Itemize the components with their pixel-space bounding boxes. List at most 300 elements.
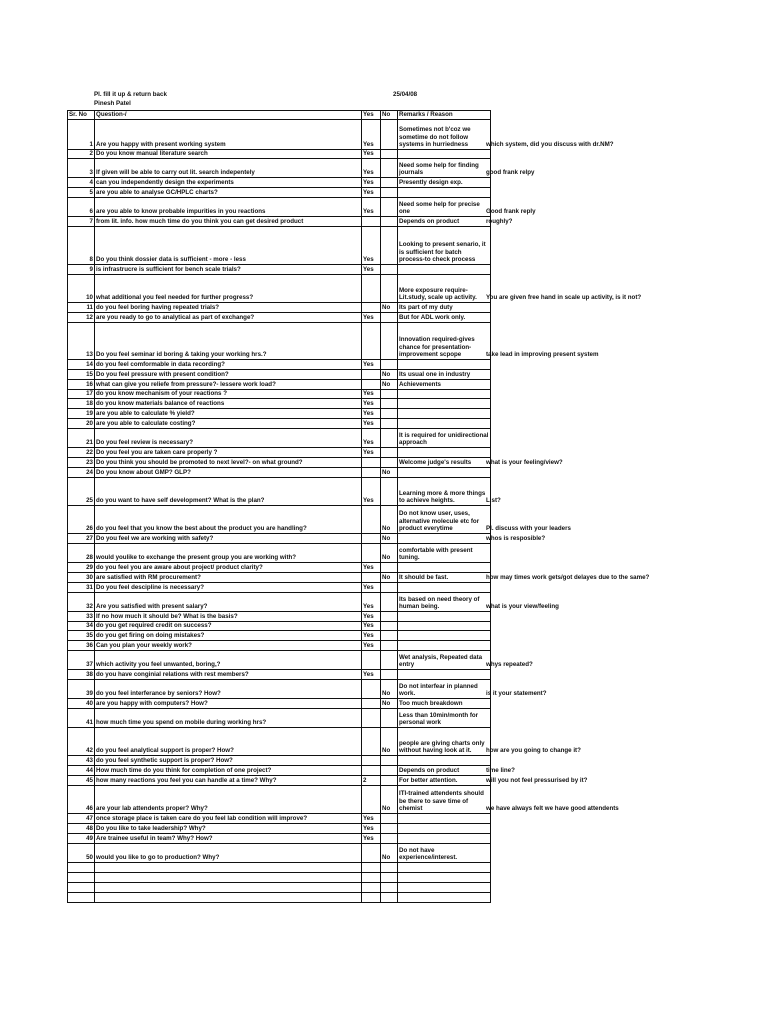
row-question: do you get firing on doing mistakes? xyxy=(95,631,362,641)
row-yes xyxy=(362,709,381,728)
row-yes xyxy=(362,323,381,360)
table-row xyxy=(68,159,491,178)
side-note: take lead in improving present system xyxy=(486,350,599,358)
table-row xyxy=(68,380,491,390)
row-remark xyxy=(398,814,491,824)
row-remark xyxy=(398,265,491,275)
row-no: No xyxy=(381,844,398,863)
row-yes: Yes xyxy=(362,159,381,178)
row-sr-no: 33 xyxy=(68,612,95,622)
row-question xyxy=(95,873,362,883)
row-sr-no: 50 xyxy=(68,844,95,863)
row-question xyxy=(95,863,362,873)
row-sr-no: 47 xyxy=(68,814,95,824)
row-remark xyxy=(398,188,491,198)
table-row xyxy=(68,534,491,544)
row-remark xyxy=(398,883,491,893)
row-no xyxy=(381,593,398,612)
table-row xyxy=(68,390,491,399)
header-sr-no: Sr. No xyxy=(68,111,95,120)
row-question: are your lab attendents proper? Why? xyxy=(95,786,362,814)
row-yes xyxy=(362,786,381,814)
row-remark xyxy=(398,360,491,370)
side-note: how are you going to change it? xyxy=(486,746,581,754)
row-sr-no: 12 xyxy=(68,313,95,323)
row-yes xyxy=(362,506,381,534)
row-yes: Yes xyxy=(362,563,381,573)
row-question: Do you know about GMP? GLP? xyxy=(95,468,362,478)
row-remark: Sometimes not b'coz we sometime do not follow systems in hurriedness xyxy=(398,120,491,150)
row-question: do you get required credit on success? xyxy=(95,622,362,631)
row-sr-no xyxy=(68,893,95,903)
row-no xyxy=(381,612,398,622)
row-sr-no: 44 xyxy=(68,766,95,776)
row-remark: Achievements xyxy=(398,380,491,390)
row-question: what additional you feel needed for further progress? xyxy=(95,275,362,303)
date-text: 25/04/08 xyxy=(393,91,418,98)
row-sr-no: 31 xyxy=(68,583,95,593)
row-remark xyxy=(398,612,491,622)
row-sr-no: 35 xyxy=(68,631,95,641)
side-note: roughly? xyxy=(486,217,513,225)
row-yes: Yes xyxy=(362,390,381,399)
person-name: Pinesh Patel xyxy=(94,100,131,107)
row-no xyxy=(381,756,398,766)
row-remark: people are giving charts only without having look at it. xyxy=(398,728,491,756)
row-question: would youlike to exchange the present group you are working with? xyxy=(95,544,362,563)
row-sr-no: 13 xyxy=(68,323,95,360)
row-sr-no: 36 xyxy=(68,641,95,651)
side-note: Pl. discuss with your leaders xyxy=(486,524,571,532)
row-no xyxy=(381,313,398,323)
row-sr-no: 26 xyxy=(68,506,95,534)
row-question: Do you feel review is necessary? xyxy=(95,429,362,448)
table-row xyxy=(68,360,491,370)
table-row xyxy=(68,844,491,863)
table-row xyxy=(68,824,491,834)
table-row xyxy=(68,631,491,641)
row-question: If no how much it should be? What is the basis? xyxy=(95,612,362,622)
row-yes: Yes xyxy=(362,188,381,198)
row-question: are you able to know probable impurities in you reactions xyxy=(95,198,362,217)
row-question: If given will be able to carry out lit. search indepentely xyxy=(95,159,362,178)
row-sr-no: 11 xyxy=(68,303,95,313)
row-yes: Yes xyxy=(362,814,381,824)
row-remark: It is required for unidirectional approach xyxy=(398,429,491,448)
table-row xyxy=(68,573,491,583)
row-yes: Yes xyxy=(362,670,381,680)
row-question: do you know mechanism of your reactions ? xyxy=(95,390,362,399)
row-yes: Yes xyxy=(362,612,381,622)
table-row xyxy=(68,429,491,448)
row-question: Are you satisfied with present salary? xyxy=(95,593,362,612)
row-question: Do you think you should be promoted to next level?- on what ground? xyxy=(95,458,362,468)
row-sr-no: 45 xyxy=(68,776,95,786)
row-sr-no xyxy=(68,863,95,873)
row-question: do you feel boring having repeated trials? xyxy=(95,303,362,313)
row-yes xyxy=(362,468,381,478)
questionnaire-table xyxy=(67,110,491,903)
row-sr-no: 27 xyxy=(68,534,95,544)
row-yes xyxy=(362,893,381,903)
row-remark: But for ADL work only. xyxy=(398,313,491,323)
row-question: are you able to analyse GC/HPLC charts? xyxy=(95,188,362,198)
side-note: Good frank reply xyxy=(486,207,536,215)
row-no xyxy=(381,583,398,593)
row-remark: Less than 10min/month for personal work xyxy=(398,709,491,728)
row-no xyxy=(381,863,398,873)
instruction-text: Pl. fill it up & return back xyxy=(94,91,167,98)
row-no: No xyxy=(381,534,398,544)
table-header-row xyxy=(68,111,491,120)
row-question: are satisfied with RM procurement? xyxy=(95,573,362,583)
table-row xyxy=(68,448,491,458)
row-yes xyxy=(362,544,381,563)
table-row xyxy=(68,641,491,651)
row-yes: Yes xyxy=(362,120,381,150)
header-no: No xyxy=(381,111,398,120)
side-note: we have always felt we have good attendents xyxy=(486,804,619,812)
table-row xyxy=(68,863,491,873)
row-yes: Yes xyxy=(362,227,381,265)
row-sr-no: 25 xyxy=(68,478,95,506)
row-remark: Looking to present senario, it is sufficient for batch process-to check process xyxy=(398,227,491,265)
row-sr-no xyxy=(68,883,95,893)
row-remark: Presently design exp. xyxy=(398,178,491,188)
row-remark: Wet analysis, Repeated data entry xyxy=(398,651,491,670)
row-remark xyxy=(398,409,491,419)
row-yes: Yes xyxy=(362,150,381,159)
row-question: Are you happy with present working system xyxy=(95,120,362,150)
row-sr-no: 24 xyxy=(68,468,95,478)
row-sr-no: 39 xyxy=(68,680,95,699)
row-yes: Yes xyxy=(362,429,381,448)
side-note: whos is resposible? xyxy=(486,534,546,542)
row-no xyxy=(381,709,398,728)
table-row xyxy=(68,651,491,670)
row-question: do you know materials balance of reactions xyxy=(95,399,362,409)
table-row xyxy=(68,680,491,699)
row-sr-no: 16 xyxy=(68,380,95,390)
table-row xyxy=(68,275,491,303)
table-row xyxy=(68,563,491,573)
row-yes: Yes xyxy=(362,593,381,612)
row-yes xyxy=(362,699,381,709)
header-yes: Yes xyxy=(362,111,381,120)
row-remark: Learning more & more things to achieve heights. xyxy=(398,478,491,506)
row-yes: Yes xyxy=(362,583,381,593)
row-no xyxy=(381,275,398,303)
table-row xyxy=(68,409,491,419)
row-sr-no: 22 xyxy=(68,448,95,458)
row-remark xyxy=(398,824,491,834)
table-row xyxy=(68,419,491,429)
row-sr-no: 8 xyxy=(68,227,95,265)
side-note: List? xyxy=(486,496,501,504)
row-no xyxy=(381,670,398,680)
header-remarks: Remarks / Reason xyxy=(398,111,491,120)
row-remark xyxy=(398,863,491,873)
row-sr-no: 37 xyxy=(68,651,95,670)
row-yes xyxy=(362,303,381,313)
row-remark xyxy=(398,448,491,458)
row-sr-no: 14 xyxy=(68,360,95,370)
row-yes xyxy=(362,275,381,303)
table-row xyxy=(68,776,491,786)
row-no xyxy=(381,178,398,188)
row-yes: Yes xyxy=(362,399,381,409)
table-row xyxy=(68,612,491,622)
side-note: which system, did you discuss with dr.NM? xyxy=(486,140,614,148)
row-remark xyxy=(398,641,491,651)
row-no xyxy=(381,390,398,399)
table-row xyxy=(68,814,491,824)
row-yes xyxy=(362,680,381,699)
row-remark xyxy=(398,534,491,544)
row-question: do you feel interferance by seniors? How? xyxy=(95,680,362,699)
table-row xyxy=(68,873,491,883)
row-no xyxy=(381,814,398,824)
row-question: from lit. info. how much time do you think you can get desired product xyxy=(95,217,362,227)
row-sr-no: 48 xyxy=(68,824,95,834)
row-sr-no: 6 xyxy=(68,198,95,217)
row-remark: Too much breakdown xyxy=(398,699,491,709)
row-remark xyxy=(398,893,491,903)
row-no: No xyxy=(381,380,398,390)
row-remark: Its based on need theory of human being. xyxy=(398,593,491,612)
row-question: Do you feel descipline is necessary? xyxy=(95,583,362,593)
row-question: what can give you reliefe from pressure?- lessere work load? xyxy=(95,380,362,390)
row-sr-no: 5 xyxy=(68,188,95,198)
row-sr-no: 41 xyxy=(68,709,95,728)
row-no: No xyxy=(381,728,398,756)
side-note: good frank relpy xyxy=(486,168,535,176)
row-yes: Yes xyxy=(362,834,381,844)
row-no xyxy=(381,429,398,448)
row-question: do you feel comformable in data recording? xyxy=(95,360,362,370)
row-question: Do you like to take leadership? Why? xyxy=(95,824,362,834)
row-remark xyxy=(398,622,491,631)
row-no: No xyxy=(381,544,398,563)
row-question: Can you plan your weekly work? xyxy=(95,641,362,651)
row-sr-no: 28 xyxy=(68,544,95,563)
row-no xyxy=(381,824,398,834)
table-row xyxy=(68,178,491,188)
table-row xyxy=(68,198,491,217)
table-row xyxy=(68,188,491,198)
row-no: No xyxy=(381,680,398,699)
table-row xyxy=(68,709,491,728)
row-no xyxy=(381,419,398,429)
table-row xyxy=(68,893,491,903)
row-question: are you ready to go to analytical as part of exchange? xyxy=(95,313,362,323)
row-yes xyxy=(362,844,381,863)
row-yes xyxy=(362,573,381,583)
side-note: what is your view/feeling xyxy=(486,602,559,610)
row-remark xyxy=(398,468,491,478)
row-no xyxy=(381,458,398,468)
side-note: how may times work gets/got delayes due to the same? xyxy=(486,573,650,581)
row-no xyxy=(381,265,398,275)
row-question: are you able to calculate costing? xyxy=(95,419,362,429)
row-remark: It should be fast. xyxy=(398,573,491,583)
row-question: Do you think dossier data is sufficient - more - less xyxy=(95,227,362,265)
row-yes: Yes xyxy=(362,360,381,370)
row-question: do you feel analytical support is proper? How? xyxy=(95,728,362,756)
row-remark: Do not have experience/interest. xyxy=(398,844,491,863)
table-row xyxy=(68,120,491,150)
table-row xyxy=(68,370,491,380)
table-row xyxy=(68,227,491,265)
row-yes: Yes xyxy=(362,198,381,217)
table-row xyxy=(68,506,491,534)
row-sr-no: 7 xyxy=(68,217,95,227)
row-question: do you feel synthetic support is proper? How? xyxy=(95,756,362,766)
row-question: is infrastrucre is sufficient for bench scale trials? xyxy=(95,265,362,275)
side-note: will you not feel pressurised by it? xyxy=(486,776,588,784)
row-question: Do you know manual literature search xyxy=(95,150,362,159)
side-note: You are given free hand in scale up activity, is it not? xyxy=(486,293,642,301)
row-yes: Yes xyxy=(362,178,381,188)
table-row xyxy=(68,544,491,563)
row-no xyxy=(381,409,398,419)
row-question xyxy=(95,893,362,903)
row-remark: Depends on product xyxy=(398,217,491,227)
row-yes xyxy=(362,756,381,766)
row-question: How much time do you think for completion of one project? xyxy=(95,766,362,776)
row-no: No xyxy=(381,370,398,380)
table-row xyxy=(68,323,491,360)
row-yes xyxy=(362,380,381,390)
row-question xyxy=(95,883,362,893)
row-yes xyxy=(362,766,381,776)
row-sr-no: 2 xyxy=(68,150,95,159)
table-row xyxy=(68,399,491,409)
row-remark xyxy=(398,583,491,593)
row-yes xyxy=(362,217,381,227)
row-remark: comfortable with present tuning. xyxy=(398,544,491,563)
row-remark: Need some help for precise one xyxy=(398,198,491,217)
row-question: once storage place is taken care do you feel lab condition will improve? xyxy=(95,814,362,824)
row-sr-no: 29 xyxy=(68,563,95,573)
row-yes: Yes xyxy=(362,631,381,641)
row-no xyxy=(381,323,398,360)
row-sr-no: 19 xyxy=(68,409,95,419)
row-no xyxy=(381,641,398,651)
row-remark xyxy=(398,873,491,883)
row-sr-no: 21 xyxy=(68,429,95,448)
row-question: are you happy with computers? How? xyxy=(95,699,362,709)
row-yes: Yes xyxy=(362,824,381,834)
row-remark: More exposure require-Lit.study, scale up activity. xyxy=(398,275,491,303)
row-yes: Yes xyxy=(362,265,381,275)
row-no xyxy=(381,883,398,893)
row-yes: Yes xyxy=(362,419,381,429)
row-no xyxy=(381,120,398,150)
table-row xyxy=(68,766,491,776)
row-question: Do you feel seminar id boring & taking your working hrs.? xyxy=(95,323,362,360)
row-remark xyxy=(398,150,491,159)
table-row xyxy=(68,265,491,275)
row-sr-no: 43 xyxy=(68,756,95,766)
row-yes: Yes xyxy=(362,448,381,458)
row-sr-no: 46 xyxy=(68,786,95,814)
row-sr-no: 32 xyxy=(68,593,95,612)
row-no: No xyxy=(381,468,398,478)
row-no xyxy=(381,834,398,844)
row-no xyxy=(381,776,398,786)
row-no: No xyxy=(381,573,398,583)
row-remark: For better attention. xyxy=(398,776,491,786)
row-remark: Depends on product xyxy=(398,766,491,776)
row-sr-no: 30 xyxy=(68,573,95,583)
row-no xyxy=(381,198,398,217)
row-remark: Need some help for finding journals xyxy=(398,159,491,178)
side-note: time line? xyxy=(486,766,515,774)
row-sr-no: 9 xyxy=(68,265,95,275)
row-no xyxy=(381,563,398,573)
row-sr-no: 1 xyxy=(68,120,95,150)
side-note: what is your feeling/view? xyxy=(486,458,563,466)
row-yes xyxy=(362,728,381,756)
row-remark xyxy=(398,631,491,641)
row-no xyxy=(381,873,398,883)
row-yes: Yes xyxy=(362,313,381,323)
row-no xyxy=(381,766,398,776)
row-no xyxy=(381,631,398,641)
row-no xyxy=(381,188,398,198)
row-question: Do you feel pressure with present condition? xyxy=(95,370,362,380)
row-remark xyxy=(398,756,491,766)
row-no xyxy=(381,651,398,670)
row-no xyxy=(381,159,398,178)
row-yes xyxy=(362,534,381,544)
row-sr-no: 10 xyxy=(68,275,95,303)
row-remark xyxy=(398,834,491,844)
row-no: No xyxy=(381,786,398,814)
table-row xyxy=(68,478,491,506)
row-question: Do you feel we are working with safety? xyxy=(95,534,362,544)
row-question: do you want to have self development? What is the plan? xyxy=(95,478,362,506)
row-sr-no: 20 xyxy=(68,419,95,429)
row-no xyxy=(381,360,398,370)
side-note: is it your statement? xyxy=(486,689,547,697)
row-sr-no: 38 xyxy=(68,670,95,680)
row-no: No xyxy=(381,699,398,709)
row-question: how many reactions you feel you can handle at a time? Why? xyxy=(95,776,362,786)
table-row xyxy=(68,728,491,756)
table-row xyxy=(68,786,491,814)
questionnaire-body xyxy=(68,111,491,903)
table-row xyxy=(68,468,491,478)
row-remark xyxy=(398,419,491,429)
row-remark: Its usual one in industry xyxy=(398,370,491,380)
row-remark: Do not know user, uses, alternative molecule etc for product everytime xyxy=(398,506,491,534)
row-question: how much time you spend on mobile during working hrs? xyxy=(95,709,362,728)
row-yes xyxy=(362,873,381,883)
table-row xyxy=(68,834,491,844)
row-remark xyxy=(398,399,491,409)
row-yes xyxy=(362,883,381,893)
table-row xyxy=(68,670,491,680)
row-sr-no: 34 xyxy=(68,622,95,631)
row-yes xyxy=(362,370,381,380)
table-row xyxy=(68,883,491,893)
row-yes: 2 xyxy=(362,776,381,786)
row-question: can you independently design the experiments xyxy=(95,178,362,188)
table-row xyxy=(68,622,491,631)
row-remark: Innovation required-gives chance for presentation-improvement scpope xyxy=(398,323,491,360)
